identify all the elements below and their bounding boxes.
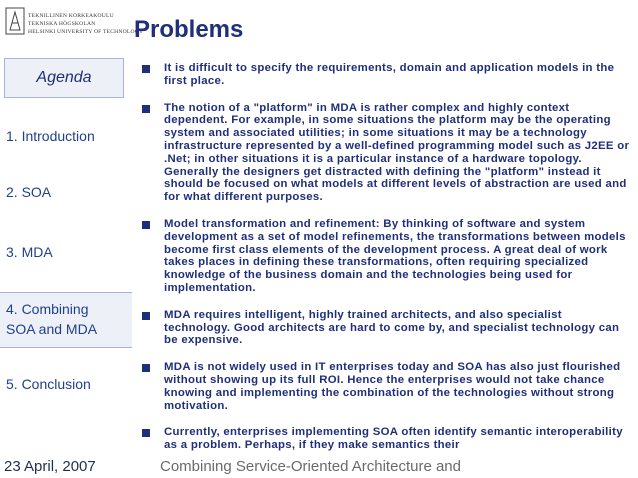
bullet-item: [140, 309, 630, 347]
bullet-item: [140, 62, 630, 88]
nav-item-soa[interactable]: [0, 182, 132, 202]
agenda-label: Agenda: [36, 69, 92, 86]
slide-title: Problems: [134, 16, 244, 43]
square-bullet-icon: [142, 65, 150, 73]
bullet-item: [140, 218, 630, 295]
slide-content: [140, 62, 630, 466]
nav-item-introduction[interactable]: [0, 126, 132, 146]
square-bullet-icon: [142, 364, 150, 372]
footer-presentation-title: Combining Service-Oriented Architecture and: [160, 458, 461, 475]
agenda-header: [4, 58, 124, 98]
nav-item-label: 4. Combining SOA and MDA: [6, 301, 98, 337]
university-emblem-icon: [4, 6, 26, 38]
bullet-text: Model transformation and refinement: By thinking of software and system development as a set of model refinements, the transformations between models become first class elements of the development process. A great deal of work takes places in defining these transformations, often requiring specialized knowledge of the business domain and the technologies being used for implementation.: [164, 217, 626, 294]
square-bullet-icon: [142, 429, 150, 437]
nav-item-combining-soa-mda[interactable]: [0, 292, 132, 348]
bullet-text: Currently, enterprises implementing SOA often identify semantic interoperability as a problem. Perhaps, if they make semantics their: [164, 426, 623, 452]
bullet-text: MDA requires intelligent, highly trained architects, and also specialist technology. Good architects are hard to come by, and specialist technology can be expensive.: [164, 308, 620, 347]
bullet-item: [140, 426, 630, 452]
square-bullet-icon: [142, 221, 150, 229]
agenda-sidebar: [0, 52, 130, 478]
logo-line-fi: TEKNILLINEN KORKEAKOULU: [28, 13, 114, 19]
bullet-item: [140, 102, 630, 204]
nav-item-label: 2. SOA: [6, 184, 52, 200]
square-bullet-icon: [142, 105, 150, 113]
bullet-text: MDA is not widely used in IT enterprises today and SOA has also just flourished without showing up its full ROI. Hence the enterprises would not take chance knowing and implementing the combination of the technologies without strong motivation.: [164, 361, 621, 412]
bullet-item: [140, 361, 630, 412]
nav-item-label: 3. MDA: [6, 244, 53, 260]
bullet-text: It is difficult to specify the requirements, domain and application models in the first place.: [164, 62, 615, 87]
logo-line-en: HELSINKI UNIVERSITY OF TECHNOLOGY: [28, 29, 144, 35]
square-bullet-icon: [142, 312, 150, 320]
nav-item-label: 5. Conclusion: [6, 376, 91, 392]
university-logo: [4, 4, 144, 52]
bullet-text: The notion of a "platform" in MDA is rather complex and highly context dependent. For example, in some situations the platform may be the operating system and associated utilities; in some situations it may be a technology infrastructure represented by a well-defined programming model such as J2EE or .Net; in other situations it is a particular instance of a hardware topology. Generally the designers get distracted with defining the "platform" instead it should be focused on what models at different levels of abstraction are used and for what different purposes.: [164, 101, 630, 204]
nav-item-mda[interactable]: [0, 242, 132, 262]
footer-date: 23 April, 2007: [4, 458, 96, 475]
nav-item-conclusion[interactable]: [0, 374, 132, 394]
nav-item-label: 1. Introduction: [6, 128, 95, 144]
logo-line-sv: TEKNISKA HÖGSKOLAN: [28, 21, 96, 27]
